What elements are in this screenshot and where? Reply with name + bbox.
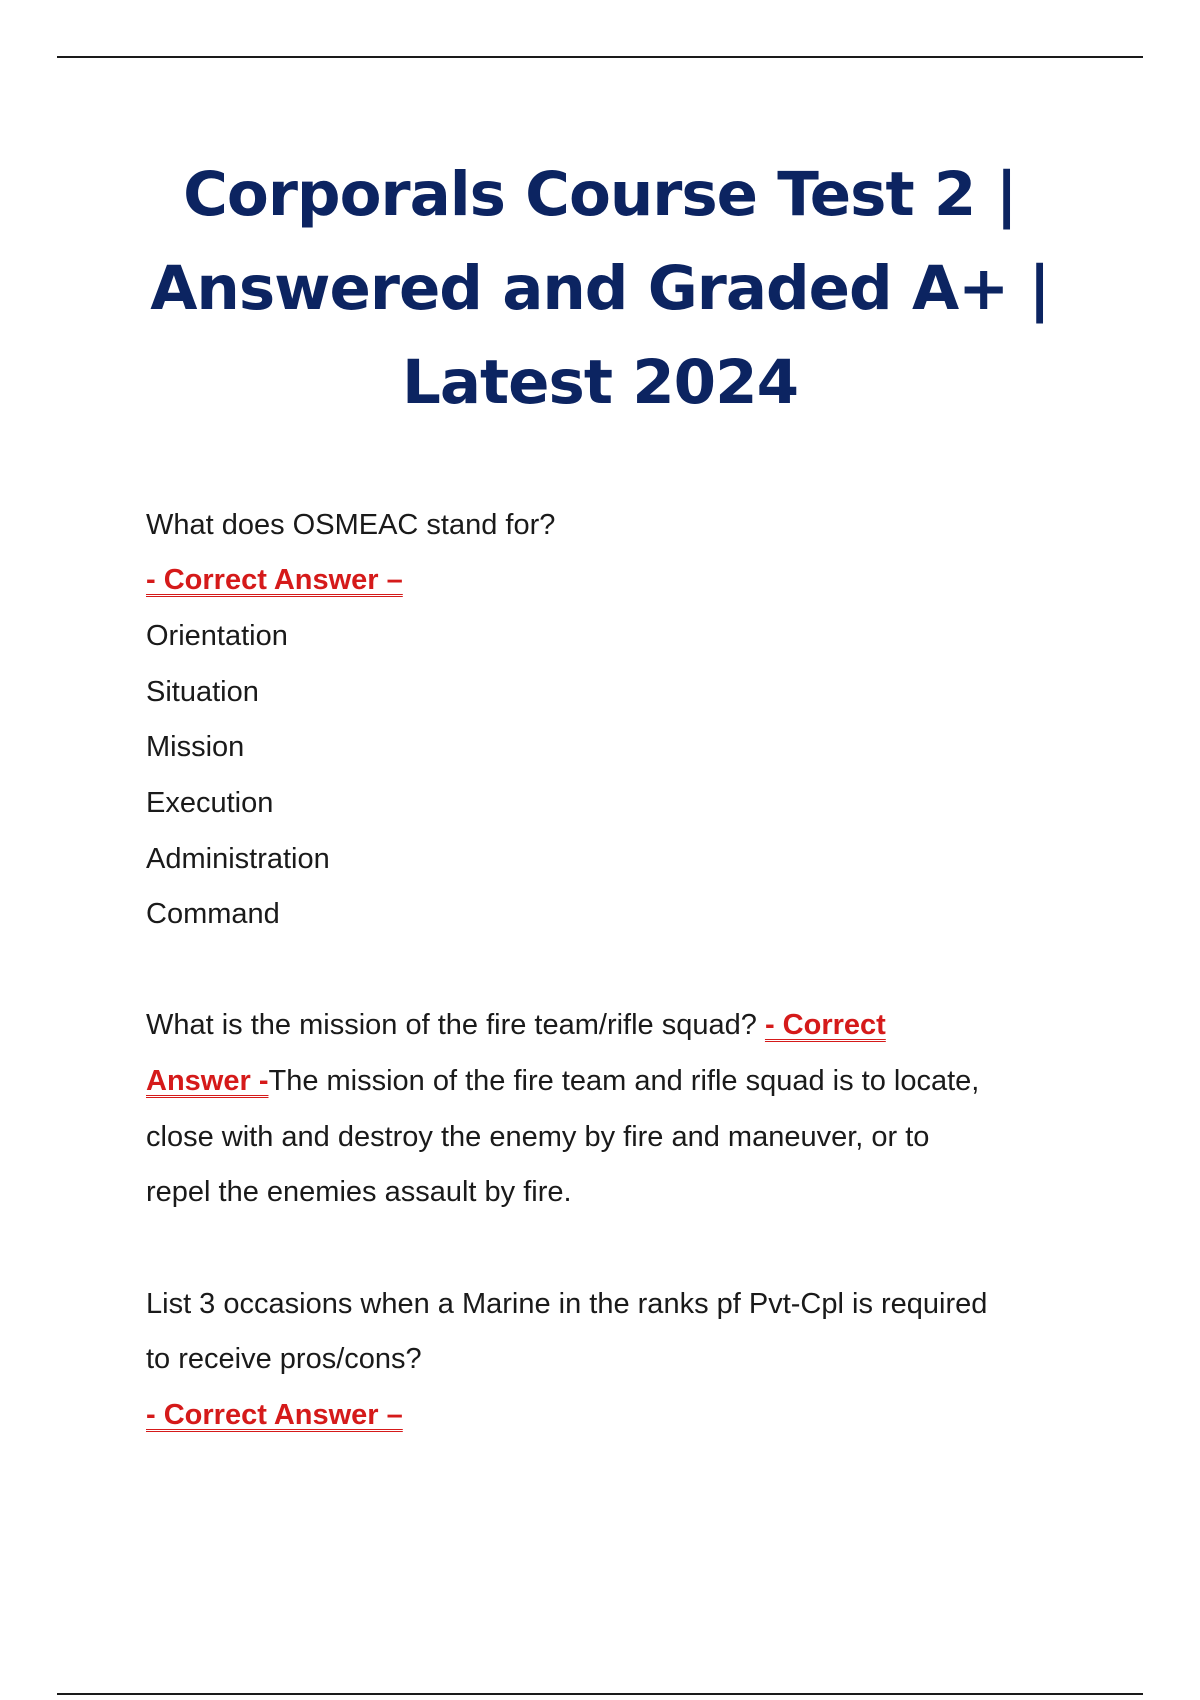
question-2-line-1	[146, 1007, 886, 1043]
title-line-3: Latest 2024	[401, 347, 799, 418]
answer-item-execution: Execution	[146, 787, 274, 819]
bottom-rule	[57, 1693, 1143, 1695]
answer-2-text-3: repel the enemies assault by fire.	[146, 1176, 572, 1208]
question-3-line-1: List 3 occasions when a Marine in the ranks pf Pvt-Cpl is required	[146, 1288, 988, 1320]
answer-2-text-2: close with and destroy the enemy by fire and maneuver, or to	[146, 1121, 930, 1153]
correct-answer-label-3: - Correct Answer –	[146, 1399, 403, 1431]
question-1: What does OSMEAC stand for?	[146, 509, 556, 541]
title-line-1: Corporals Course Test 2 |	[183, 159, 1017, 230]
answer-2-text-1: The mission of the fire team and rifle squad is to locate,	[268, 1065, 980, 1097]
answer-item-situation: Situation	[146, 676, 259, 708]
answer-item-mission: Mission	[146, 731, 245, 763]
answer-item-command: Command	[146, 898, 280, 930]
question-2: What is the mission of the fire team/rifle squad?	[146, 1009, 765, 1041]
document-title	[150, 148, 1050, 430]
answer-item-administration: Administration	[146, 843, 330, 875]
title-line-2: Answered and Graded A+ |	[150, 253, 1050, 324]
correct-answer-label-2a: - Correct	[764, 1009, 886, 1041]
question-3-line-2: to receive pros/cons?	[146, 1343, 422, 1375]
question-2-line-2	[146, 1063, 979, 1099]
answer-item-orientation: Orientation	[146, 620, 288, 652]
top-rule	[57, 56, 1143, 58]
correct-answer-label-2b: Answer -	[146, 1065, 269, 1097]
correct-answer-label-1: - Correct Answer –	[146, 564, 403, 596]
